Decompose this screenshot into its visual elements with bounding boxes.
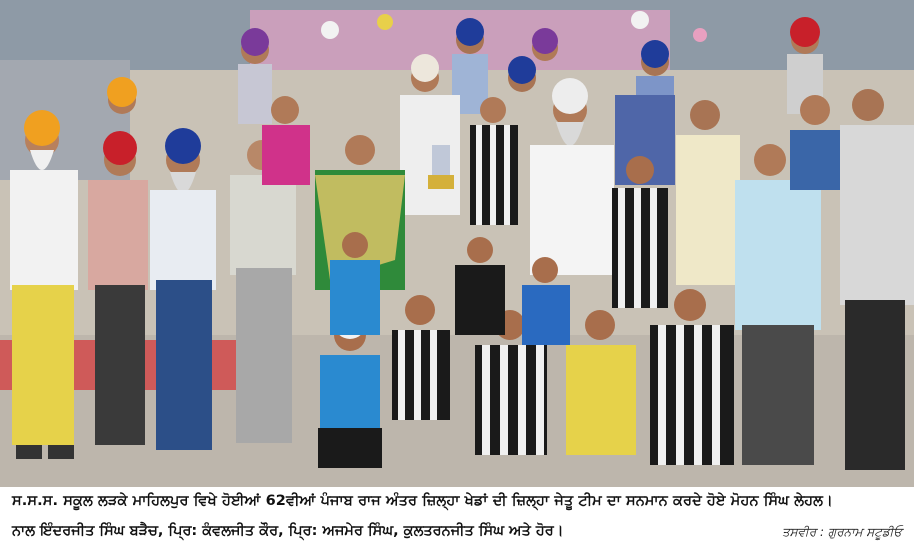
- photo-caption: [0, 487, 914, 552]
- trophy: [432, 145, 450, 175]
- photo-credit: ਤਸਵੀਰ : ਗੁਰਨਾਮ ਸਟੂਡੀਓ: [781, 525, 902, 539]
- caption-line-1: ਸ.ਸ.ਸ. ਸਕੂਲ ਲੜਕੇ ਮਾਹਿਲਪੁਰ ਵਿਖੇ ਹੋਈਆਂ 62ਵੀਆਂ ਪੰਜਾਬ ਰਾਜ ਅੰਤਰ ਜ਼ਿਲ੍ਹਾ ਖੇਡਾਂ ਦੀ ਜ਼ਿਲ੍ਹਾ ਜੇਤੂ ਟੀਮ ਦਾ ਸਨਮਾਨ ਕਰਦੇ ਹੋਏ ਮੋਹਨ ਸਿੰਘ ਲੇਹਲ।: [12, 493, 833, 509]
- caption-line-2: ਨਾਲ ਇੰਦਰਜੀਤ ਸਿੰਘ ਬੜੈਚ, ਪ੍ਰਿ: ਕੰਵਲਜੀਤ ਕੌਰ, ਪ੍ਰਿ: ਅਜਮੇਰ ਸਿੰਘ, ਕੁਲਤਰਨਜੀਤ ਸਿੰਘ ਅਤੇ ਹੋਰ।: [12, 523, 564, 539]
